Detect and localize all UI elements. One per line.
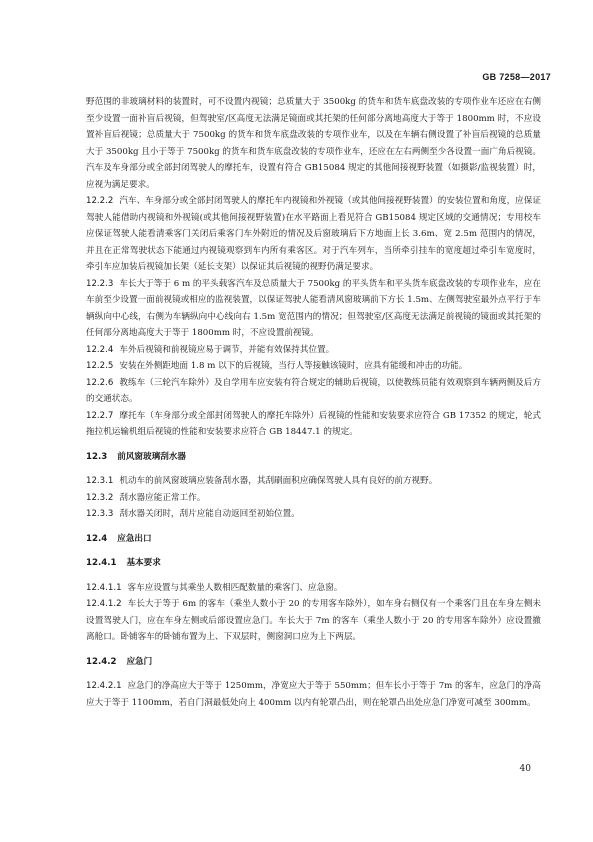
clause-paragraph <box>86 358 541 375</box>
clause-text: 机动车的前风窗玻璃应装备刮水器，其刮刷面积应确保驾驶人具有良好的前方视野。 <box>119 476 438 486</box>
clause-number: 12.2.4 <box>86 344 114 355</box>
clause-text: 刮水器关闭时，刮片应能自动返回至初始位置。 <box>119 509 300 519</box>
clause-number: 12.2.6 <box>86 377 114 388</box>
clause-text: 前风窗玻璃刮水器 <box>117 451 186 462</box>
clause-text: 基本要求 <box>126 558 161 568</box>
clause-text: 车长大于等于 6 m 的平头载客汽车及总质量大于 7500kg 的平头货车和平头货车底盘改装的专项作业车，应在车前至少设置一面前视镜或相应的监视装置，以保证驾驶人能看清风窗玻璃前下方长 1.5m、左侧驾驶室最外点平行于车辆纵向中心线，右侧为车辆纵向中心线向右 1.5m 宽范围内的情况；但驾驶室/区高度无法满足前视镜的镜面或其托架的任何部分离地高度大于等于 1800mm 时，不应设置前视镜。 <box>86 278 541 338</box>
section-heading <box>86 449 541 466</box>
clause-paragraph <box>86 375 541 408</box>
clause-text: 应急门 <box>126 656 153 667</box>
section-heading <box>86 555 541 572</box>
clause-number: 12.2.3 <box>86 278 114 289</box>
clause-text: 应急出口 <box>117 533 152 544</box>
clause-paragraph <box>86 342 541 359</box>
clause-paragraph <box>86 596 541 646</box>
clause-paragraph <box>86 193 541 276</box>
clause-paragraph <box>86 580 541 597</box>
clause-number: 12.3.3 <box>86 509 114 519</box>
section-heading <box>86 654 541 671</box>
clause-number: 12.2.5 <box>86 361 114 371</box>
clause-text: 车外后视镜和前视镜应易于调节，并能有效保持其位置。 <box>119 344 335 355</box>
clause-number: 12.4.1 <box>86 558 117 568</box>
clause-paragraph <box>86 276 541 342</box>
clause-text: 摩托车（车身部分或全部封闭驾驶人的摩托车除外）后视镜的性能和安装要求应符合 GB 17352 的规定，轮式拖拉机运输机组后视镜的性能和安装要求应符合 GB 18447.1 的规定。 <box>86 410 541 437</box>
clause-number: 12.3.1 <box>86 476 114 486</box>
clause-number: 12.4.1.2 <box>86 599 122 609</box>
clause-text: 应急门的净高应大于等于 1250mm，净宽应大于等于 550mm；但车长小于等于 7m 的客车，应急门的净高应大于等于 1100mm，若自门洞最低处向上 400mm 以内有轮罩凸出，则在轮罩凸出处应急门净宽可减至 300mm。 <box>86 681 541 708</box>
spacer <box>86 441 541 449</box>
clause-number: 12.2.7 <box>86 410 114 421</box>
clause-number: 12.2.2 <box>86 196 114 206</box>
spacer <box>86 523 541 531</box>
clause-paragraph <box>86 506 541 523</box>
clause-paragraph <box>86 473 541 490</box>
section-heading <box>86 531 541 548</box>
clause-number: 12.3 <box>86 451 108 462</box>
clause-text: 野范围的非玻璃材料的装置时，可不设置内视镜；总质量大于 3500kg 的货车和货车底盘改装的专项作业车还应在右侧至少设置一面补盲后视镜，但驾驶室/区高度无法满足镜面或其托架的任何部分离地高度大于等于 1800mm 时，不应设置补盲后视镜；总质量大于 7500kg 的货车和货车底盘改装的专项作业车，以及在车辆右侧设置了补盲后视镜的总质量大于 3500kg 且小于等于 7500kg 的货车和货车底盘改装的专项作业车，还应在左右两侧至少各设置一面广角后视镜。汽车及车身部分或全部封闭驾驶人的摩托车，设置有符合 GB15084 规定的其他间接视野装置（如摄影/监视装置）时，应视为满足要求。 <box>86 97 541 190</box>
clause-text: 刮水器应能正常工作。 <box>119 492 206 503</box>
clause-number: 12.4.2 <box>86 656 117 667</box>
clause-paragraph <box>86 408 541 441</box>
spacer <box>86 465 541 473</box>
clause-paragraph <box>86 678 541 711</box>
clause-text: 教练车（三轮汽车除外）及自学用车应安装有符合规定的辅助后视镜，以使教练员能有效观察到车辆两侧及后方的交通状态。 <box>86 377 541 404</box>
clause-number: 12.4.1.1 <box>86 582 122 593</box>
clause-paragraph <box>86 490 541 507</box>
spacer <box>86 646 541 654</box>
clause-text: 安装在外侧距地面 1.8 m 以下的后视镜，当行人等接触该镜时，应具有能缓和冲击的功能。 <box>119 361 468 371</box>
clause-text: 汽车、车身部分或全部封闭驾驶人的摩托车内视镜和外视镜（或其他间接视野装置）的安装位置和角度，应保证驾驶人能借助内视镜和外视镜(或其他间接视野装置)在水平路面上看见符合 GB15084 规定区域的交通情况；专用校车应保证驾驶人能看清乘客门关闭后乘客门车外附近的情况及后窗玻璃后下方地面上长 3.6m、宽 2.5m 范围内的情况，并且在正常驾驶状态下能通过内视镜观察到车内所有乘客区。对于汽车列车，当所牵引挂车的宽度超过牵引车宽度时，牵引车应加装后视镜加长架（延长支架）以保证其后视镜的视野仍满足要求。 <box>86 196 541 272</box>
clause-text: 客车应设置与其乘坐人数相匹配数量的乘客门、应急窗。 <box>127 582 343 593</box>
clause-number: 12.4.2.1 <box>86 681 122 691</box>
clause-number: 12.4 <box>86 533 108 544</box>
page-number: 40 <box>519 764 531 774</box>
spacer <box>86 670 541 678</box>
spacer <box>86 572 541 580</box>
clause-number: 12.3.2 <box>86 492 114 503</box>
standard-code-header: GB 7258—2017 <box>482 72 551 82</box>
clause-paragraph <box>86 94 541 193</box>
clause-text: 车长大于等于 6m 的客车（乘坐人数小于 20 的专用客车除外），如车身右侧仅有一个乘客门且在车身左侧未设置驾驶人门，应在车身左侧或后部设置应急门。车长大于 7m 的客车（乘坐人数小于 20 的专用客车除外）应设置撤离舱口。卧铺客车的卧铺布置为上、下双层时，侧窗洞口应为上下两层。 <box>86 599 541 642</box>
spacer <box>86 547 541 555</box>
document-body <box>86 94 541 711</box>
